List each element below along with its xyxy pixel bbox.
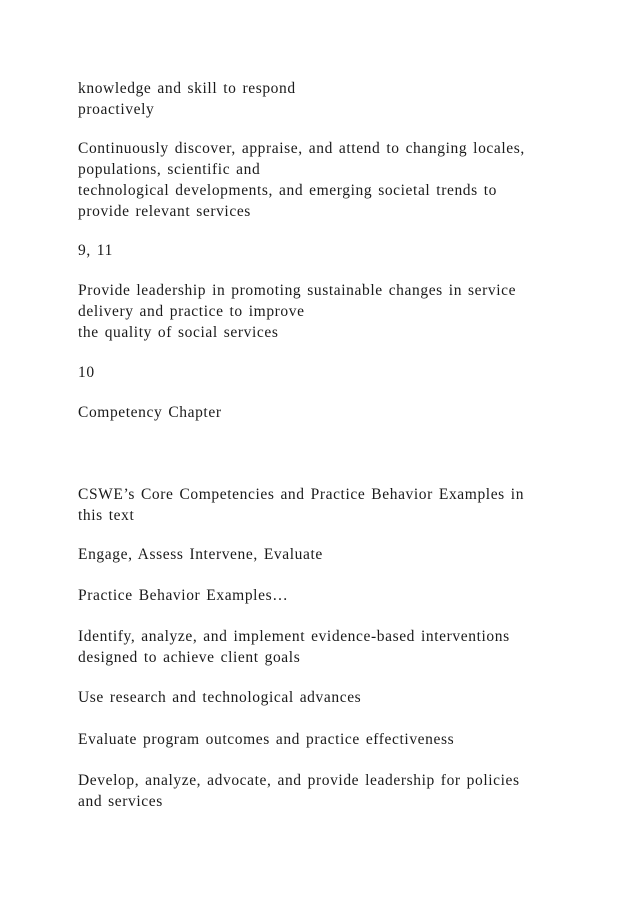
text-line: 9, 11 xyxy=(78,242,113,259)
text-line: this text xyxy=(78,507,135,524)
text-line: Evaluate program outcomes and practice effectiveness xyxy=(78,731,455,748)
paragraph-provide-leadership xyxy=(78,280,578,343)
text-line: populations, scientific and xyxy=(78,161,261,178)
paragraph-continuously-discover xyxy=(78,138,578,222)
paragraph-use-research xyxy=(78,687,578,708)
text-line: knowledge and skill to respond xyxy=(78,80,296,97)
text-line: proactively xyxy=(78,101,155,118)
text-line: Engage, Assess Intervene, Evaluate xyxy=(78,546,323,563)
text-line: Use research and technological advances xyxy=(78,689,362,706)
text-line: the quality of social services xyxy=(78,324,279,341)
text-line: CSWE’s Core Competencies and Practice Behavior Examples in xyxy=(78,486,525,503)
text-line: Competency Chapter xyxy=(78,404,222,421)
text-line: provide relevant services xyxy=(78,203,251,220)
paragraph-knowledge-skill xyxy=(78,78,578,120)
text-line: Practice Behavior Examples… xyxy=(78,587,289,604)
paragraph-develop-analyze xyxy=(78,770,578,812)
text-line: technological developments, and emerging societal trends to xyxy=(78,182,498,199)
text-line: delivery and practice to improve xyxy=(78,303,305,320)
paragraph-evaluate-outcomes xyxy=(78,729,578,750)
text-line: Provide leadership in promoting sustainable changes in service xyxy=(78,282,517,299)
text-line: and services xyxy=(78,793,163,810)
paragraph-identify-analyze xyxy=(78,626,578,668)
chapter-reference xyxy=(78,240,578,261)
chapter-reference xyxy=(78,362,578,383)
text-line: Develop, analyze, advocate, and provide leadership for policies xyxy=(78,772,520,789)
text-line: 10 xyxy=(78,364,95,381)
text-line: designed to achieve client goals xyxy=(78,649,301,666)
paragraph-engage-assess xyxy=(78,544,578,565)
table-header-competency-chapter xyxy=(78,402,578,423)
section-heading-core-competencies xyxy=(78,484,578,526)
paragraph-practice-behavior-examples xyxy=(78,585,578,606)
text-line: Continuously discover, appraise, and attend to changing locales, xyxy=(78,140,525,157)
text-line: Identify, analyze, and implement evidence-based interventions xyxy=(78,628,510,645)
